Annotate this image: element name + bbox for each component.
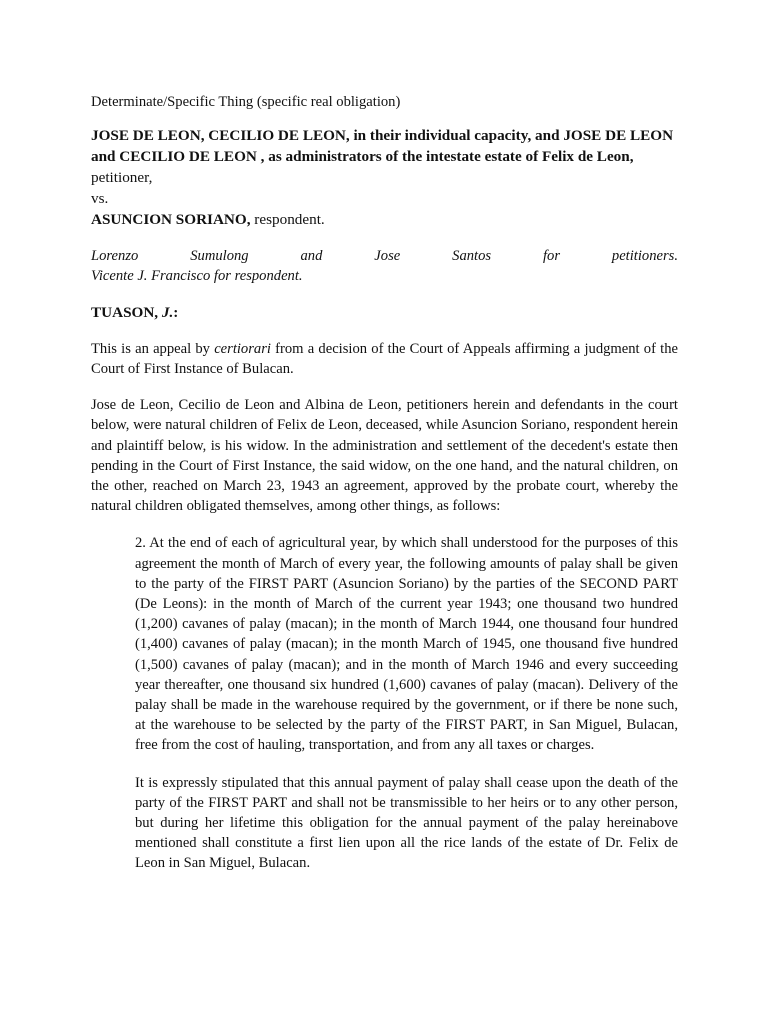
counsel-word: Lorenzo [91, 248, 139, 265]
case-parties [91, 125, 678, 230]
counsel-word: Jose [374, 248, 401, 265]
paragraph-text: from a decision of the Court of Appeals affirming a judgment of the Court of First Instance of Bulacan. [91, 340, 679, 378]
paragraph-appeal [91, 339, 678, 379]
quoted-agreement-clause-2: 2. At the end of each of agricultural year, by which shall understood for the purposes of this agreement the month of March of every year, the following amounts of palay shall be given to the party of the FIRST PART (Asuncion Soriano) by the parties of the SECOND PART (De Leons): in the month of March of the current year 1943; one thousand two hundred (1,200) cavanes of palay (macan); in the month of March 1944, one thousand four hundred (1,400) cavanes of palay (macan); in the month March of 1945, one thousand five hundred (1,500) cavanes of palay (macan); and in the month of March 1946 and every succeeding year thereafter, one thousand six hundred (1,600) cavanes of palay (macan). Delivery of the palay shall be made in the warehouse required by the government, or if there be none such, at the warehouse to be selected by the party of the FIRST PART, in San Miguel, Bulacan, free from the cost of hauling, transportation, and from any all taxes or charges. [135, 535, 678, 754]
certiorari-term: certiorari [214, 340, 271, 357]
petitioners-names: JOSE DE LEON, CECILIO DE LEON, in their individual capacity, and JOSE DE LEON and CECILIO DE LEON , as administrators of the intestate estate of Felix de Leon, [91, 127, 674, 166]
counsel-respondent-line: Vicente J. Francisco for respondent. [91, 268, 303, 285]
respondent-name: ASUNCION SORIANO, [91, 211, 251, 229]
versus-text: vs. [91, 190, 109, 208]
document-page [91, 92, 678, 874]
counsel-word: Sumulong [190, 248, 249, 265]
judge-name: TUASON, [91, 303, 162, 321]
paragraph-text: This is an appeal by [91, 340, 215, 357]
judge-colon: : [173, 303, 179, 321]
counsel-petitioners-line [91, 246, 678, 266]
judge-initial: J. [161, 303, 174, 321]
paragraph-facts: Jose de Leon, Cecilio de Leon and Albina de Leon, petitioners herein and defendants in the court below, were natural children of Felix de Leon, deceased, while Asuncion Soriano, respondent herein and plaintiff below, is his widow. In the administration and settlement of the decedent's estate then pending in the Court of First Instance, the said widow, on the one hand, and the natural children, on the other, reached on March 23, 1943 an agreement, approved by the probate court, whereby the natural children obligated themselves, among other things, as follows: [91, 397, 678, 515]
counsel-word: and [300, 248, 323, 265]
document-heading: Determinate/Specific Thing (specific real obligation) [91, 94, 401, 110]
counsel-word: Santos [452, 248, 492, 265]
counsel-word: for [542, 248, 560, 265]
ponente-line [91, 303, 678, 323]
counsel-block [91, 246, 678, 286]
counsel-word: petitioners. [611, 248, 678, 265]
petitioner-label: petitioner, [91, 169, 153, 187]
quoted-stipulation: It is expressly stipulated that this annual payment of palay shall cease upon the death of the party of the FIRST PART and shall not be transmissible to her heirs or to any other person, but during her lifetime this obligation for the annual payment of the palay hereinabove mentioned shall constitute a first lien upon all the rice lands of the estate of Dr. Felix de Leon in San Miguel, Bulacan. [135, 774, 678, 872]
respondent-label: respondent. [250, 211, 325, 229]
